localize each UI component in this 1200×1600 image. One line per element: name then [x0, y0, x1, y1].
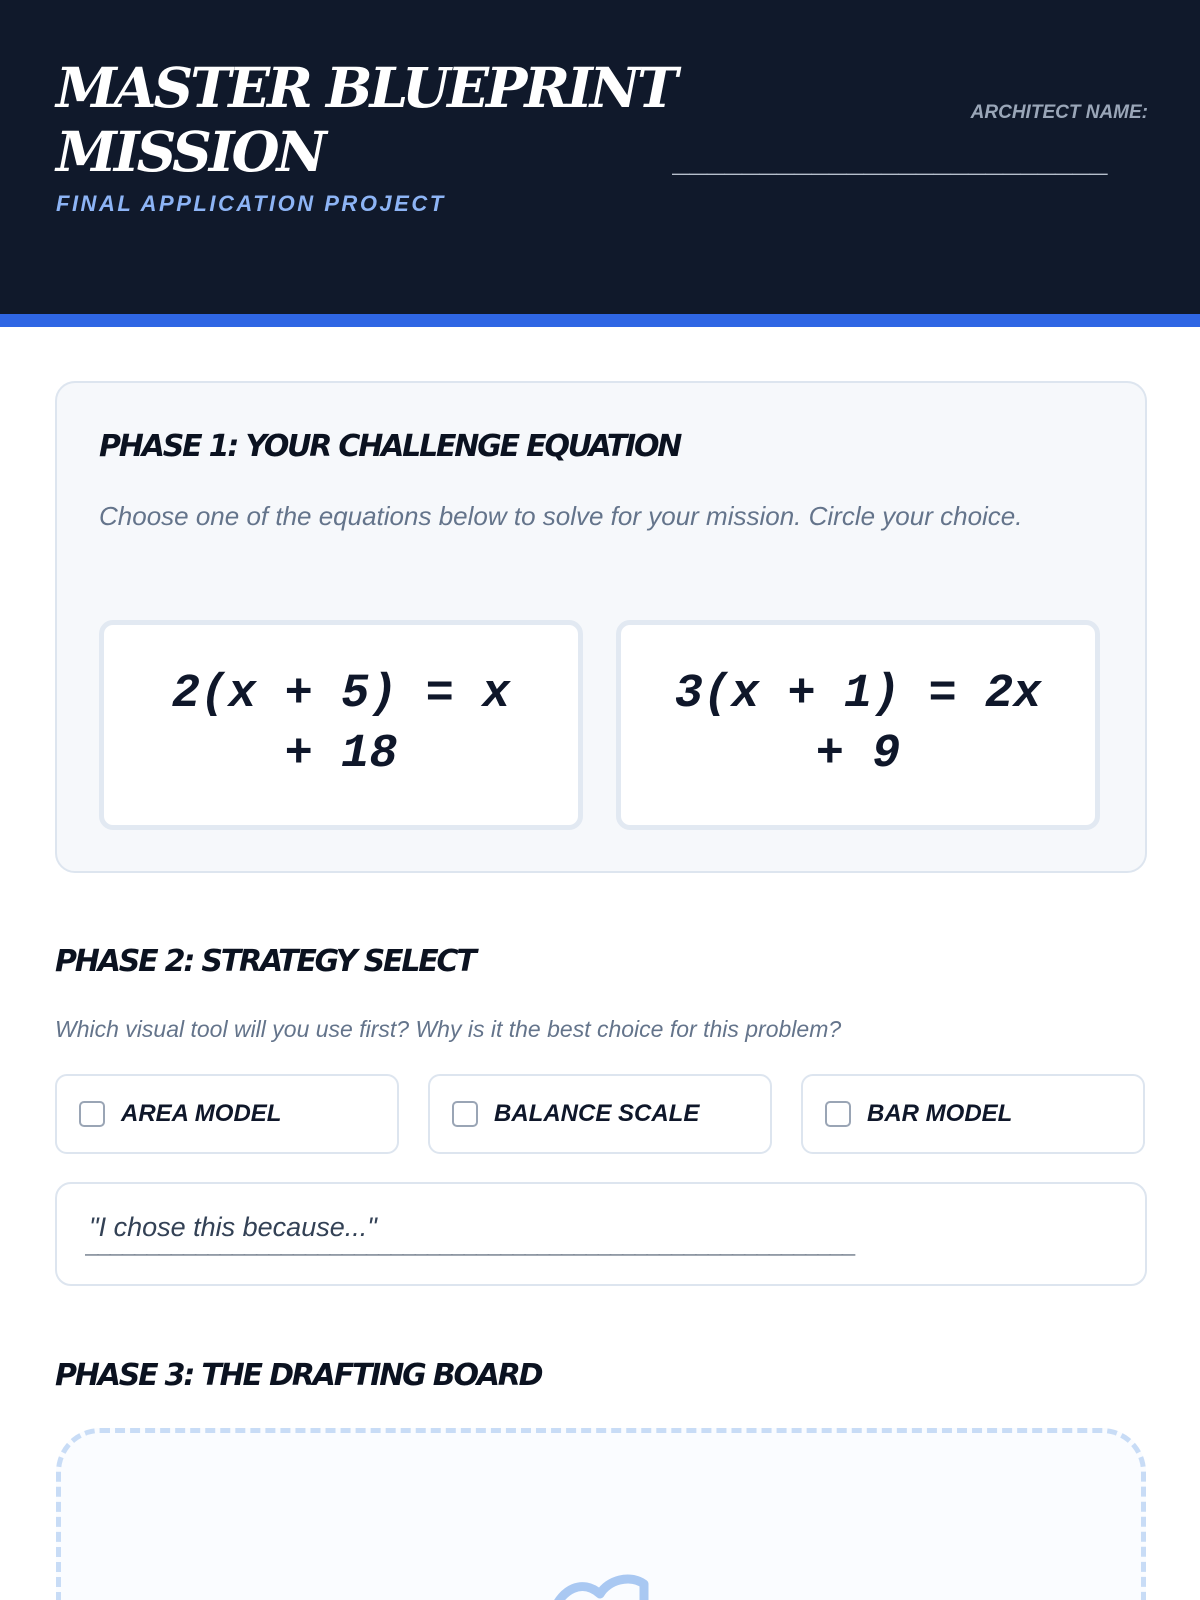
balance-scale-checkbox[interactable]	[452, 1101, 478, 1127]
architect-name-field[interactable]: _________________________	[672, 148, 1108, 182]
strategy-option-label: BALANCE SCALE	[494, 1100, 700, 1127]
phase2-instructions: Which visual tool will you use first? Why is it the best choice for this problem?	[55, 1016, 842, 1042]
reason-prompt: "I chose this because..."	[89, 1212, 377, 1242]
strategy-option-label: BAR MODEL	[867, 1100, 1013, 1127]
page-title: MASTER BLUEPRINT MISSION	[56, 55, 676, 184]
phase3-heading: PHASE 3: THE DRAFTING BOARD	[55, 1358, 542, 1393]
header-accent-stripe	[0, 314, 1200, 327]
area-model-checkbox[interactable]	[79, 1101, 105, 1127]
pencil-icon	[548, 1572, 658, 1600]
equation-option-2[interactable]: 3(x + 1) = 2x + 9	[616, 620, 1100, 830]
strategy-option-label: AREA MODEL	[121, 1100, 282, 1127]
phase2-heading: PHASE 2: STRATEGY SELECT	[55, 944, 475, 979]
phase1-instructions: Choose one of the equations below to solve for your mission. Circle your choice.	[99, 501, 1023, 531]
phase1-card	[55, 381, 1147, 873]
reason-answer-line[interactable]: _______________________________________________________________	[85, 1234, 854, 1260]
phase1-heading: PHASE 1: YOUR CHALLENGE EQUATION	[99, 429, 681, 464]
bar-model-checkbox[interactable]	[825, 1101, 851, 1127]
strategy-option-area-model[interactable]	[55, 1074, 399, 1154]
header-banner	[0, 0, 1200, 314]
strategy-option-bar-model[interactable]	[801, 1074, 1145, 1154]
strategy-option-balance-scale[interactable]	[428, 1074, 772, 1154]
equation-option-1[interactable]: 2(x + 5) = x + 18	[99, 620, 583, 830]
architect-name-label: ARCHITECT NAME:	[970, 102, 1148, 123]
page-subtitle: FINAL APPLICATION PROJECT	[56, 191, 446, 216]
reason-box[interactable]	[55, 1182, 1147, 1286]
